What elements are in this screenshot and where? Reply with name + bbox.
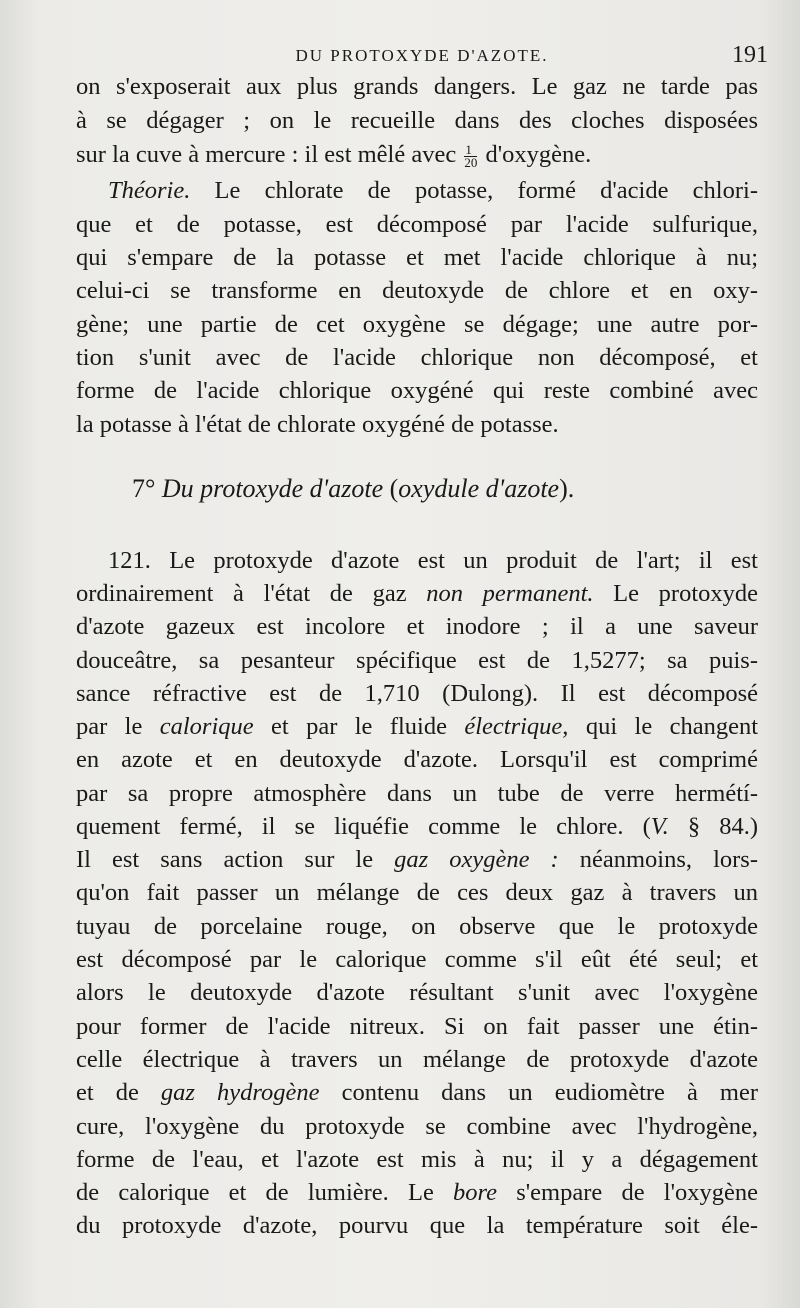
text-line xyxy=(76,1076,758,1109)
text-span: Le chlorate de potasse, formé d'acide chlori- xyxy=(190,177,758,204)
section-alt: oxydule d'azote xyxy=(398,474,560,503)
text-span: ordinairement à l'état de gaz xyxy=(76,580,427,607)
text-span: sur la cuve à mercure : il est mêlé avec xyxy=(76,141,457,168)
text-line: forme de l'eau, et l'azote est mis à nu; il y a dégagement xyxy=(76,1146,758,1173)
text-span: et de xyxy=(76,1079,161,1106)
text-span: et par le fluide xyxy=(253,713,465,740)
text-line xyxy=(76,1176,758,1209)
text-line: par sa propre atmosphère dans un tube de verre hermétí- xyxy=(76,780,758,807)
text-line: celui-ci se transforme en deutoxyde de chlore et en oxy- xyxy=(76,277,758,304)
text-span: quement fermé, il se liquéfie comme le chlore. ( xyxy=(76,813,651,840)
text-line: gène; une partie de cet oxygène se dégage; une autre por- xyxy=(76,311,758,338)
text-line: sance réfractive est de 1,710 (Dulong). Il est décomposé xyxy=(76,680,758,707)
text-span: d'oxygène. xyxy=(485,141,592,168)
text-span: néanmoins, lors- xyxy=(558,846,758,873)
text-italic: bore xyxy=(453,1179,498,1206)
text-line xyxy=(76,843,758,876)
section-number: 7° xyxy=(132,474,162,503)
text-line: pour former de l'acide nitreux. Si on fait passer une étin- xyxy=(76,1013,758,1040)
text-line: d'azote gazeux est incolore et inodore ; il a une saveur xyxy=(76,613,758,640)
text-span: Il est sans action sur le xyxy=(76,846,395,873)
text-span: contenu dans un eudiomètre à mer xyxy=(319,1079,758,1106)
text-line: on s'exposerait aux plus grands dangers. Le gaz ne tarde pas xyxy=(76,73,758,100)
text-span: Le protoxyde xyxy=(593,580,758,607)
fraction-denominator: 20 xyxy=(464,154,478,170)
text-line: qu'on fait passer un mélange de ces deux gaz à travers un xyxy=(76,879,758,906)
text-line: tion s'unit avec de l'acide chlorique non décomposé, et xyxy=(76,344,758,371)
section-title xyxy=(132,474,574,504)
text-italic: gaz hydrogène xyxy=(160,1079,320,1106)
text-line xyxy=(76,174,758,207)
fraction xyxy=(464,141,478,170)
text-line: en azote et en deutoxyde d'azote. Lorsqu'il est comprimé xyxy=(76,746,758,773)
running-title: DU PROTOXYDE D'AZOTE. xyxy=(295,46,549,65)
text-line xyxy=(76,710,758,743)
paren-close: ). xyxy=(559,474,575,503)
fraction-numerator: 1 xyxy=(464,144,477,157)
text-span: de calorique et de lumière. Le xyxy=(76,1179,454,1206)
text-line: tuyau de porcelaine rouge, on observe que le protoxyde xyxy=(76,913,758,940)
text-line: alors le deutoxyde d'azote résultant s'unit avec l'oxygène xyxy=(76,979,758,1006)
paren-open: ( xyxy=(383,474,399,503)
text-line: qui s'empare de la potasse et met l'acide chlorique à nu; xyxy=(76,244,758,271)
text-italic: électrique, xyxy=(464,713,569,740)
page-header xyxy=(76,44,768,72)
text-span: s'empare de l'oxygène xyxy=(497,1179,758,1206)
text-line: celle électrique à travers un mélange de protoxyde d'azote xyxy=(76,1046,758,1073)
text-line: douceâtre, sa pesanteur spécifique est de 1,5277; sa puis- xyxy=(76,647,758,674)
text-span: qui le changent xyxy=(568,713,759,740)
text-span: § 84.) xyxy=(668,813,758,840)
text-line: 121. Le protoxyde d'azote est un produit de l'art; il est xyxy=(108,547,758,574)
text-line: que et de potasse, est décomposé par l'acide sulfurique, xyxy=(76,211,758,238)
text-line: à se dégager ; on le recueille dans des cloches disposées xyxy=(76,107,758,134)
text-line xyxy=(76,810,758,843)
text-italic: gaz oxygène : xyxy=(394,846,559,873)
text-italic: calorique xyxy=(159,713,254,740)
page-number: 191 xyxy=(732,42,768,68)
theory-label: Théorie. xyxy=(108,177,191,204)
text-line: forme de l'acide chlorique oxygéné qui reste combiné avec xyxy=(76,377,758,404)
text-line xyxy=(76,138,758,171)
section-main: Du protoxyde d'azote xyxy=(161,474,384,503)
text-italic: V. xyxy=(650,813,669,840)
text-line: est décomposé par le calorique comme s'il eût été seul; et xyxy=(76,946,758,973)
text-span: par le xyxy=(76,713,160,740)
text-line: cure, l'oxygène du protoxyde se combine avec l'hydrogène, xyxy=(76,1113,758,1140)
text-line xyxy=(76,577,758,610)
text-italic: non permanent. xyxy=(426,580,594,607)
text-line: du protoxyde d'azote, pourvu que la température soit éle- xyxy=(76,1212,758,1239)
text-line: la potasse à l'état de chlorate oxygéné de potasse. xyxy=(76,411,559,438)
